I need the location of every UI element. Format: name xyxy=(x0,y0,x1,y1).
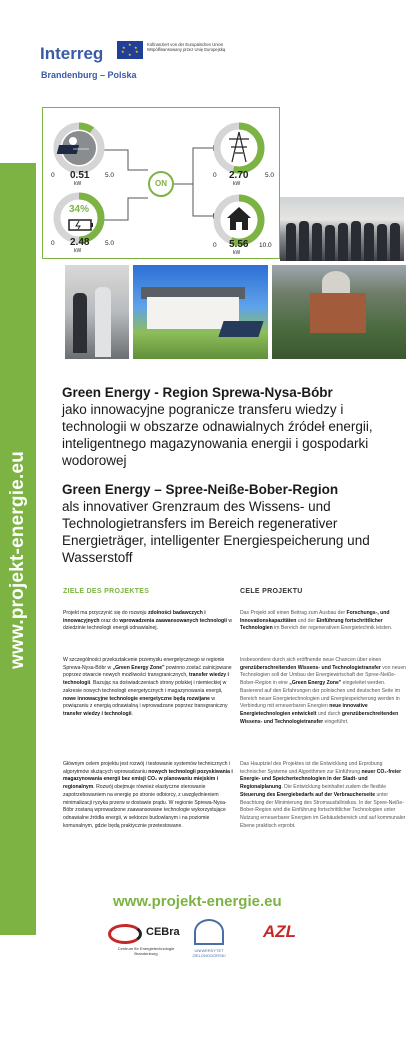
grid-unit: kW xyxy=(233,181,241,187)
team-group-photo xyxy=(280,197,404,261)
solar-gauge xyxy=(57,126,101,170)
energy-flow-diagram xyxy=(42,107,280,259)
solar-value: 0.51 xyxy=(70,170,90,181)
pl-paragraph-2: W szczególności przekształcenie przemysłu energetycznego w regionie Sprewa-Nysa-Bóbr w „Green Energy Zone" powinno zostać zainicjowane poprzez otwarcie nowych możliwości transgranicznych, transfer wiedzy i technologii. Bazując na doświadczeniach strony polskiej i niemieckiej w zakresie nowych technologii energetycznych i magazynowania energii, nowe innowacyjne technologie energetyczne będą rozwijane w powiązaniu z energią odnawialną i wprowadzane poprzez transgraniczny transfer wiedzy i technologii. xyxy=(63,657,232,717)
university-zielona-gora-emblem-icon xyxy=(194,919,224,945)
pl-paragraph-3: Głównym celem projektu jest rozwój i testowanie systemów technicznych i algorytmów służących wprowadzaniu nowych technologii pozyskiwania i magazynowania energii bez emisji CO₂ w planowaniu miejskim i regionalnym. Rozwój obejmuje również elastyczne sterowanie zapotrzebowaniem na energię po stronie odbiorcy, z uwzględnieniem minimalizacji ryzyka przerw w dostawie prądu. W regionie Sprewa-Nysa-Bóbr zostaną wprowadzone zaawansowane technologie wykorzystujące odnawialne źródła energii, w sektorze budowlanym i na poziomie komunalnym, gdzie będą praktycznie przetestowane. xyxy=(63,761,233,829)
home-max: 10.0 xyxy=(259,242,272,249)
title-de-rest: als innovativer Grenzraum des Wissens- und Technologietransfers im Bereich regenerativer Energieträger, intelligenter Energiespeicherung und Wasserstoff xyxy=(62,499,370,565)
on-indicator[interactable]: ON xyxy=(148,171,174,197)
cebra-caption: Centrum für Energietechnologie Brandenburg xyxy=(117,946,175,956)
eu-flag-icon: ★ ★ ★ ★ ★ ★ xyxy=(117,41,143,59)
battery-gauge xyxy=(57,196,101,240)
campus-aerial-photo xyxy=(272,265,406,359)
grid-gauge xyxy=(217,126,261,170)
azl-logo-word: AZL xyxy=(263,922,297,941)
interreg-logo: Interreg xyxy=(40,44,104,63)
de-paragraph-3: Das Hauptziel des Projektes ist die Entwicklung und Erprobung technischer Systeme und Algorithmen zur Einführung neuer CO₂-freier Energie- und Speichertechnologien in der Stadt- und Regionalplanung. Die Entwicklung beinhaltet zudem die flexible Steuerung des Energiebedarfs auf der Verbraucherseite unter Beachtung der Minimierung des Stromausfallrisikos. In der Spree-Neiße-Bober-Region wird die Einführung fortschrittlicher Technologien unter Nutzung erneuerbarer Energien im Gebäudebereich und auf kommunaler Ebene praktisch erprobt. xyxy=(240,761,406,829)
battery-value: 2.48 xyxy=(70,237,90,248)
de-paragraph-1: Das Projekt soll einen Beitrag zum Ausbau der Forschungs-, und Innovationskapazitäten und der Einführung fortschrittlicher Technologien im Bereich der regenerativen Energietechnik leisten. xyxy=(240,610,393,632)
battery-unit: kW xyxy=(74,248,82,254)
grid-max: 5.0 xyxy=(265,172,275,179)
pl-paragraph-1: Projekt ma przyczynić się do rozwoju zdolności badawczych i innowacyjnych oraz do wprowadzenia zaawansowanych technologii w dziedzinie technologii energii odnawialnej. xyxy=(63,610,232,632)
side-website-url[interactable]: www.projekt-energie.eu xyxy=(7,450,28,670)
title-de-bold: Green Energy – Spree-Neiße-Bober-Region xyxy=(62,482,339,497)
solar-min: 0 xyxy=(51,172,55,179)
solar-max: 5.0 xyxy=(105,172,115,179)
solar-house-photo xyxy=(133,265,268,359)
eu-cofinancing-text: Kofinanziert von der Europäischen Union Współfinansowany przez Unię Europejską xyxy=(147,42,226,53)
grid-value: 2.70 xyxy=(229,170,249,181)
program-region-label: Brandenburg – Polska xyxy=(41,70,137,80)
home-value: 5.56 xyxy=(229,239,249,250)
home-unit: kW xyxy=(233,250,241,256)
de-paragraph-2: Insbesondere durch sich eröffnende neue Chancen über einen grenzüberschreitenden Wissens- und Technologietransfer von neuen Technologien soll der Umbau der Energiewirtschaft der Spree-Neiße-Bober-Region in eine „Green Energy Zone" eingeleitet werden. Basierend auf den Erfahrungen der polnischen und deutschen Seite im Bereich neuer Energietechnologien und Energiespeicherung werden in Verbindung mit erneuerbaren Energien neue innovative Energietechnologien entwickelt und durch grenzüberschreitenden Wissens- und Technologietransfer eingeführt. xyxy=(240,657,407,725)
home-min: 0 xyxy=(213,242,217,249)
battery-percent: 34% xyxy=(69,204,90,215)
heading-project-goals-pl: ZIELE DES PROJEKTES xyxy=(63,588,150,595)
solar-unit: kW xyxy=(74,181,82,187)
battery-min: 0 xyxy=(51,240,55,247)
heading-project-goals-de: CELE PROJEKTU xyxy=(240,588,303,595)
cebra-logo-icon xyxy=(108,924,142,944)
cebra-logo-word: CEBra xyxy=(146,926,180,938)
title-pl-rest: jako innowacyjne pogranicze transferu wiedzy i technologii w obszarze odnawialnych źródeł energii, inteligentnego magazynowania energii i gospodarki wodorowej xyxy=(62,402,373,468)
uz-caption: UNIWERSYTET ZIELONOGÓRSKI xyxy=(192,948,226,958)
title-pl-bold: Green Energy - Region Sprewa-Nysa-Bóbr xyxy=(62,385,333,400)
laboratory-photo xyxy=(65,265,129,359)
home-gauge xyxy=(217,198,261,242)
battery-max: 5.0 xyxy=(105,240,115,247)
grid-min: 0 xyxy=(213,172,217,179)
footer-website-url[interactable]: www.projekt-energie.eu xyxy=(113,893,282,910)
